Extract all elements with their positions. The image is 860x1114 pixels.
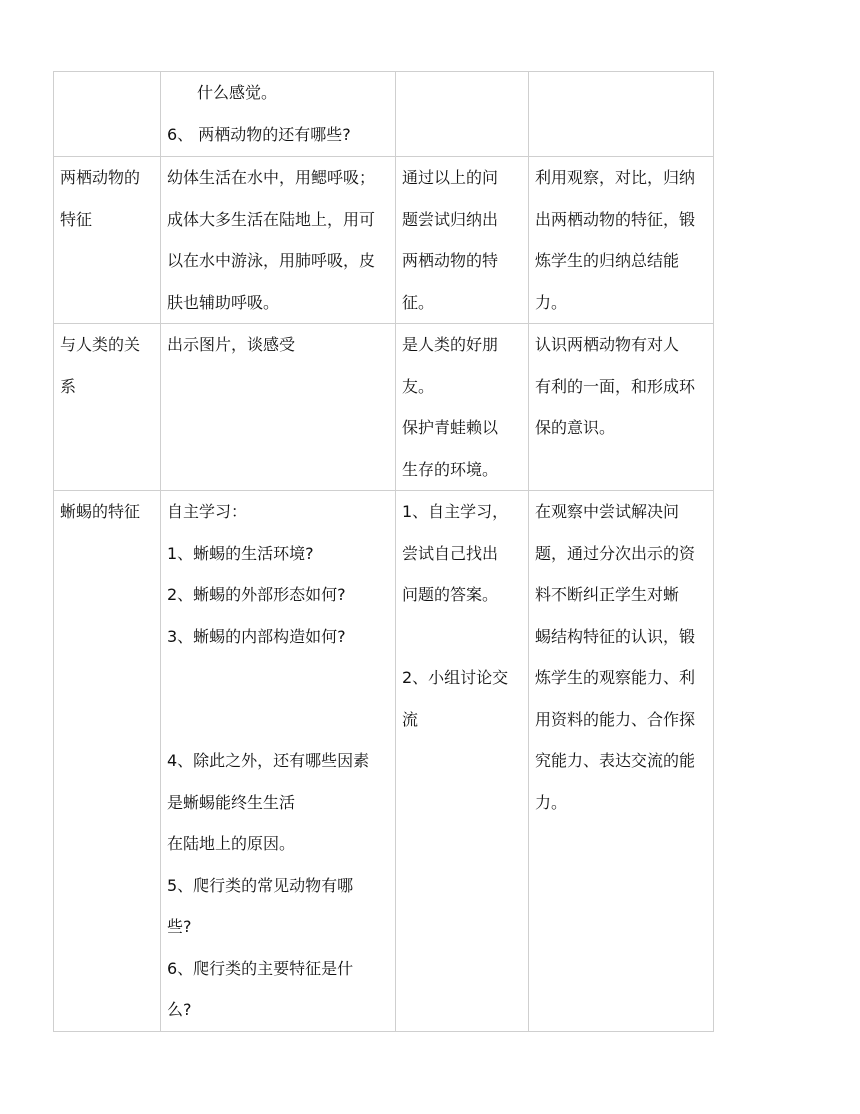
content-line: 自主学习： bbox=[167, 502, 248, 521]
student-line: 2、小组讨论交 bbox=[402, 668, 509, 687]
content-line: 幼体生活在水中，用鳃呼吸； bbox=[167, 168, 376, 187]
design-intent-cell bbox=[529, 157, 714, 324]
content-line: 是蜥蜴能终生生活 bbox=[167, 792, 296, 812]
student-line: 友。 bbox=[402, 376, 435, 396]
content-line: 1、蜥蜴的生活环境? bbox=[167, 543, 314, 563]
intent-line: 力。 bbox=[535, 292, 568, 312]
table-row bbox=[54, 324, 714, 491]
student-line: 两栖动物的特 bbox=[402, 251, 499, 270]
table-row bbox=[54, 72, 714, 157]
intent-line: 炼学生的归纳总结能 bbox=[535, 251, 680, 270]
intent-line: 题，通过分次出示的资 bbox=[535, 543, 696, 563]
intent-line: 力。 bbox=[535, 792, 568, 812]
intent-line: 有利的一面，和形成环 bbox=[535, 376, 696, 396]
intent-line: 用资料的能力、合作探 bbox=[535, 709, 696, 729]
content-line: 3、蜥蜴的内部构造如何? bbox=[167, 626, 346, 646]
student-line: 1、自主学习， bbox=[402, 502, 509, 521]
design-intent-cell bbox=[529, 324, 714, 491]
student-activity-cell bbox=[396, 491, 529, 1032]
content-line: 什么感觉。 bbox=[197, 83, 278, 102]
student-line: 通过以上的问 bbox=[402, 168, 499, 187]
intent-line: 炼学生的观察能力、利 bbox=[535, 668, 696, 687]
student-line: 征。 bbox=[402, 292, 435, 312]
table-row bbox=[54, 491, 714, 1032]
intent-line: 出两栖动物的特征，锻 bbox=[535, 209, 696, 229]
content-line: 6、爬行类的主要特征是什 bbox=[167, 958, 354, 978]
intent-line: 料不断纠正学生对蜥 bbox=[535, 585, 680, 604]
blank-space bbox=[402, 616, 522, 658]
intent-line: 在观察中尝试解决问 bbox=[535, 502, 680, 521]
student-line: 是人类的好朋 bbox=[402, 335, 499, 354]
intent-line: 保的意识。 bbox=[535, 418, 616, 437]
design-intent-cell bbox=[529, 491, 714, 1032]
student-activity-cell bbox=[396, 157, 529, 324]
content-line: 以在水中游泳，用肺呼吸，皮 bbox=[167, 251, 376, 270]
topic-cell bbox=[54, 491, 161, 1032]
content-line: 在陆地上的原因。 bbox=[167, 834, 296, 853]
topic-line: 与人类的关 bbox=[60, 335, 141, 354]
topic-line: 系 bbox=[60, 376, 77, 396]
intent-line: 究能力、表达交流的能 bbox=[535, 751, 696, 770]
intent-line: 认识两栖动物有对人 bbox=[535, 335, 680, 354]
blank-space bbox=[167, 657, 389, 740]
content-line: 6、 两栖动物的还有哪些? bbox=[167, 124, 351, 144]
content-line: 出示图片，谈感受 bbox=[167, 335, 296, 354]
student-line: 生存的环境。 bbox=[402, 459, 499, 479]
content-line: 4、除此之外，还有哪些因素 bbox=[167, 751, 370, 770]
topic-line: 蜥蜴的特征 bbox=[60, 502, 141, 521]
topic-cell bbox=[54, 72, 161, 157]
content-cell bbox=[161, 324, 396, 491]
student-activity-cell bbox=[396, 324, 529, 491]
content-cell bbox=[161, 491, 396, 1032]
content-line: 肤也辅助呼吸。 bbox=[167, 292, 280, 312]
lesson-plan-table bbox=[53, 71, 714, 1032]
student-activity-cell bbox=[396, 72, 529, 157]
content-line: 2、蜥蜴的外部形态如何? bbox=[167, 585, 346, 604]
topic-line: 两栖动物的 bbox=[60, 168, 141, 187]
student-line: 问题的答案。 bbox=[402, 585, 499, 604]
content-cell bbox=[161, 157, 396, 324]
design-intent-cell bbox=[529, 72, 714, 157]
topic-cell bbox=[54, 324, 161, 491]
student-line: 尝试自己找出 bbox=[402, 543, 499, 563]
table-row bbox=[54, 157, 714, 324]
student-line: 保护青蛙赖以 bbox=[402, 418, 499, 437]
topic-cell bbox=[54, 157, 161, 324]
content-line: 成体大多生活在陆地上，用可 bbox=[167, 209, 376, 229]
content-line: 么? bbox=[167, 1000, 192, 1019]
student-line: 题尝试归纳出 bbox=[402, 209, 499, 229]
content-cell bbox=[161, 72, 396, 157]
topic-line: 特征 bbox=[60, 209, 93, 229]
content-line: 5、爬行类的常见动物有哪 bbox=[167, 875, 354, 895]
student-line: 流 bbox=[402, 709, 419, 729]
intent-line: 利用观察，对比，归纳 bbox=[535, 168, 696, 187]
content-line: 些? bbox=[167, 917, 192, 936]
intent-line: 蜴结构特征的认识，锻 bbox=[535, 626, 696, 646]
